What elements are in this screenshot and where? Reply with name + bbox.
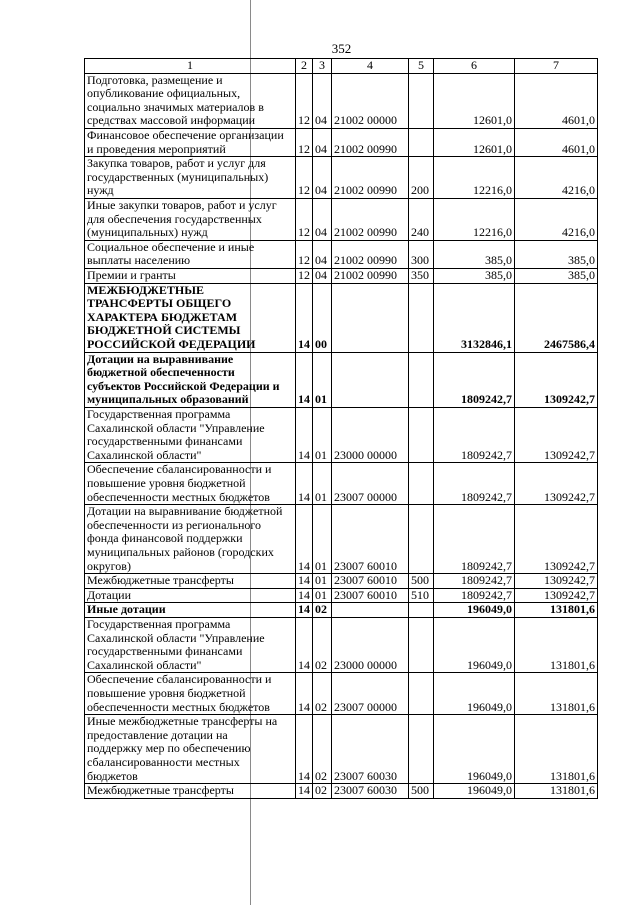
row-name-line: субъектов Российской Федерации и	[87, 378, 280, 393]
row-name-line: Межбюджетные трансферты	[87, 783, 234, 798]
row-name-line: обеспеченности местных бюджетов	[87, 489, 270, 504]
row-name	[85, 283, 296, 352]
row-name	[85, 617, 296, 672]
row-name-line: выплаты населению	[87, 253, 191, 268]
subsection-code: 04	[313, 128, 332, 156]
subsection-code: 01	[313, 588, 332, 603]
section-code: 12	[296, 73, 313, 128]
row-name-line: Сахалинской области"	[87, 657, 202, 672]
subsection-code: 02	[313, 617, 332, 672]
amount-col7: 1309242,7	[515, 407, 598, 462]
expense-type-code	[409, 407, 434, 462]
row-name-line: Иные дотации	[87, 602, 166, 617]
row-name-line: бюджетов	[87, 768, 138, 783]
expense-type-code: 500	[409, 574, 434, 589]
section-code: 12	[296, 240, 313, 268]
row-name-line: (муниципальных) нужд	[87, 225, 208, 240]
table-row	[85, 574, 598, 589]
table-row	[85, 157, 598, 199]
row-name-line: Иные закупки товаров, работ и услуг	[87, 198, 277, 212]
header-row	[85, 59, 598, 74]
section-code: 12	[296, 128, 313, 156]
target-article-code: 23007 60010	[332, 588, 409, 603]
subsection-code: 02	[313, 784, 332, 799]
row-name	[85, 505, 296, 574]
amount-col6: 1809242,7	[434, 574, 515, 589]
table-row	[85, 673, 598, 715]
amount-col6: 1809242,7	[434, 407, 515, 462]
subsection-code: 04	[313, 73, 332, 128]
target-article-code: 21002 00000	[332, 73, 409, 128]
target-article-code: 23007 60010	[332, 574, 409, 589]
expense-type-code	[409, 505, 434, 574]
expense-type-code	[409, 715, 434, 784]
amount-col6: 12601,0	[434, 128, 515, 156]
amount-col7: 385,0	[515, 240, 598, 268]
expense-type-code	[409, 128, 434, 156]
target-article-code: 21002 00990	[332, 198, 409, 240]
row-name-line: Государственная программа	[87, 407, 231, 421]
target-article-code: 23000 00000	[332, 407, 409, 462]
table-row	[85, 784, 598, 799]
subsection-code: 02	[313, 673, 332, 715]
expense-type-code	[409, 283, 434, 352]
row-name-line: поддержку мер по обеспечению	[87, 741, 251, 756]
section-code: 14	[296, 603, 313, 618]
column-header: 6	[434, 59, 515, 74]
expense-type-code: 200	[409, 157, 434, 199]
row-name	[85, 268, 296, 283]
column-header: 7	[515, 59, 598, 74]
amount-col7: 131801,6	[515, 784, 598, 799]
amount-col7: 1309242,7	[515, 463, 598, 505]
target-article-code: 21002 00990	[332, 268, 409, 283]
subsection-code: 01	[313, 574, 332, 589]
row-name-line: Сахалинской области "Управление	[87, 420, 265, 435]
row-name	[85, 574, 296, 589]
subsection-code: 01	[313, 463, 332, 505]
section-code: 14	[296, 715, 313, 784]
row-name-line: нужд	[87, 183, 114, 198]
expense-type-code	[409, 463, 434, 505]
table-row	[85, 617, 598, 672]
row-name	[85, 157, 296, 199]
subsection-code: 02	[313, 715, 332, 784]
target-article-code: 23007 60010	[332, 505, 409, 574]
amount-col6: 1809242,7	[434, 588, 515, 603]
amount-col7: 131801,6	[515, 673, 598, 715]
amount-col6: 1809242,7	[434, 505, 515, 574]
amount-col7: 1309242,7	[515, 505, 598, 574]
row-name-line: МЕЖБЮДЖЕТНЫЕ	[87, 283, 204, 297]
row-name-line: обеспеченности местных бюджетов	[87, 699, 270, 714]
amount-col7: 2467586,4	[515, 283, 598, 352]
row-name-line: государственными финансами	[87, 434, 243, 449]
section-code: 12	[296, 198, 313, 240]
amount-col6: 3132846,1	[434, 283, 515, 352]
section-code: 14	[296, 784, 313, 799]
row-name-line: Дотации на выравнивание бюджетной	[87, 504, 283, 519]
row-name-line: Сахалинской области "Управление	[87, 630, 265, 645]
section-code: 14	[296, 463, 313, 505]
table-row	[85, 73, 598, 128]
subsection-code: 00	[313, 283, 332, 352]
row-name-line: для обеспечения государственных	[87, 211, 262, 226]
target-article-code: 23007 00000	[332, 463, 409, 505]
row-name-line: ТРАНСФЕРТЫ ОБЩЕГО	[87, 296, 232, 311]
table-row	[85, 463, 598, 505]
row-name-line: Обеспечение сбалансированности и	[87, 462, 272, 477]
amount-col6: 196049,0	[434, 603, 515, 618]
section-code: 14	[296, 352, 313, 407]
section-code: 14	[296, 283, 313, 352]
row-name-line: социально значимых материалов в	[87, 99, 264, 114]
table-row	[85, 505, 598, 574]
target-article-code: 23000 00000	[332, 617, 409, 672]
subsection-code: 04	[313, 198, 332, 240]
amount-col7: 4601,0	[515, 128, 598, 156]
column-header: 3	[313, 59, 332, 74]
row-name	[85, 73, 296, 128]
page-number: 352	[331, 41, 352, 56]
row-name-line: муниципальных районов (городских	[87, 544, 274, 559]
row-name-line: Иные межбюджетные трансферты на	[87, 714, 278, 729]
table-row	[85, 715, 598, 784]
row-name-line: сбалансированности местных	[87, 754, 240, 769]
section-code: 12	[296, 157, 313, 199]
row-name	[85, 463, 296, 505]
row-name	[85, 588, 296, 603]
row-name-line: Обеспечение сбалансированности и	[87, 672, 272, 687]
row-name	[85, 715, 296, 784]
table-row	[85, 588, 598, 603]
amount-col6: 12601,0	[434, 73, 515, 128]
row-name-line: Сахалинской области"	[87, 447, 202, 462]
row-name-line: Подготовка, размещение и	[87, 73, 223, 87]
subsection-code: 01	[313, 407, 332, 462]
subsection-code: 01	[313, 352, 332, 407]
table-row	[85, 128, 598, 156]
section-code: 14	[296, 505, 313, 574]
expense-type-code: 240	[409, 198, 434, 240]
amount-col7: 1309242,7	[515, 588, 598, 603]
target-article-code: 23007 60030	[332, 784, 409, 799]
target-article-code: 21002 00990	[332, 157, 409, 199]
amount-col7: 1309242,7	[515, 574, 598, 589]
amount-col7: 131801,6	[515, 617, 598, 672]
amount-col6: 1809242,7	[434, 463, 515, 505]
section-code: 14	[296, 617, 313, 672]
amount-col6: 1809242,7	[434, 352, 515, 407]
section-code: 12	[296, 268, 313, 283]
amount-col6: 385,0	[434, 240, 515, 268]
row-name-line: государственных (муниципальных)	[87, 169, 269, 184]
amount-col6: 12216,0	[434, 157, 515, 199]
row-name-line: ХАРАКТЕРА БЮДЖЕТАМ	[87, 309, 238, 324]
row-name-line: Дотации на выравнивание	[87, 352, 234, 366]
row-name-line: фонда финансовой поддержки	[87, 531, 243, 546]
row-name-line: Государственная программа	[87, 617, 231, 631]
row-name	[85, 784, 296, 799]
row-name-line: муниципальных образований	[87, 392, 249, 407]
table-row	[85, 283, 598, 352]
row-name-line: Дотации	[87, 588, 132, 602]
target-article-code	[332, 603, 409, 618]
amount-col7: 1309242,7	[515, 352, 598, 407]
expense-type-code	[409, 352, 434, 407]
target-article-code: 23007 60030	[332, 715, 409, 784]
amount-col6: 12216,0	[434, 198, 515, 240]
subsection-code: 01	[313, 505, 332, 574]
row-name-line: Межбюджетные трансферты	[87, 573, 234, 588]
row-name-line: и проведения мероприятий	[87, 141, 226, 156]
expense-type-code	[409, 673, 434, 715]
row-name-line: повышение уровня бюджетной	[87, 475, 246, 490]
amount-col7: 4216,0	[515, 157, 598, 199]
amount-col7: 4601,0	[515, 73, 598, 128]
row-name	[85, 673, 296, 715]
row-name-line: округов)	[87, 558, 131, 573]
row-name-line: Закупка товаров, работ и услуг для	[87, 156, 266, 171]
expense-type-code	[409, 617, 434, 672]
row-name	[85, 128, 296, 156]
column-header: 1	[85, 59, 296, 74]
table-row	[85, 603, 598, 618]
row-name-line: повышение уровня бюджетной	[87, 685, 246, 700]
section-code: 14	[296, 673, 313, 715]
amount-col6: 196049,0	[434, 673, 515, 715]
row-name	[85, 240, 296, 268]
row-name-line: опубликование официальных,	[87, 86, 241, 101]
amount-col6: 196049,0	[434, 715, 515, 784]
column-header: 5	[409, 59, 434, 74]
expense-type-code: 510	[409, 588, 434, 603]
section-code: 14	[296, 588, 313, 603]
amount-col7: 385,0	[515, 268, 598, 283]
amount-col7: 131801,6	[515, 715, 598, 784]
target-article-code: 21002 00990	[332, 240, 409, 268]
row-name-line: БЮДЖЕТНОЙ СИСТЕМЫ	[87, 323, 241, 338]
budget-table	[84, 58, 598, 799]
section-code: 14	[296, 407, 313, 462]
subsection-code: 04	[313, 240, 332, 268]
column-header: 2	[296, 59, 313, 74]
amount-col6: 385,0	[434, 268, 515, 283]
section-code: 14	[296, 574, 313, 589]
amount-col6: 196049,0	[434, 617, 515, 672]
table-row	[85, 268, 598, 283]
row-name-line: Финансовое обеспечение организации	[87, 128, 284, 142]
expense-type-code	[409, 603, 434, 618]
target-article-code: 21002 00990	[332, 128, 409, 156]
subsection-code: 04	[313, 157, 332, 199]
row-name-line: РОССИЙСКОЙ ФЕДЕРАЦИИ	[87, 336, 256, 351]
subsection-code: 02	[313, 603, 332, 618]
row-name	[85, 352, 296, 407]
table-row	[85, 407, 598, 462]
target-article-code	[332, 283, 409, 352]
row-name-line: средствах массовой информации	[87, 113, 256, 128]
row-name-line: бюджетной обеспеченности	[87, 365, 235, 380]
row-name	[85, 407, 296, 462]
row-name-line: предоставление дотации на	[87, 727, 228, 742]
table-row	[85, 352, 598, 407]
amount-col7: 4216,0	[515, 198, 598, 240]
subsection-code: 04	[313, 268, 332, 283]
table-row	[85, 198, 598, 240]
column-header: 4	[332, 59, 409, 74]
table-row	[85, 240, 598, 268]
expense-type-code: 350	[409, 268, 434, 283]
amount-col7: 131801,6	[515, 603, 598, 618]
row-name-line: Премии и гранты	[87, 268, 176, 282]
row-name-line: обеспеченности из регионального	[87, 517, 262, 532]
row-name-line: государственными финансами	[87, 644, 243, 659]
expense-type-code	[409, 73, 434, 128]
target-article-code: 23007 00000	[332, 673, 409, 715]
expense-type-code: 300	[409, 240, 434, 268]
target-article-code	[332, 352, 409, 407]
amount-col6: 196049,0	[434, 784, 515, 799]
row-name-line: Социальное обеспечение и иные	[87, 240, 255, 254]
expense-type-code: 500	[409, 784, 434, 799]
row-name	[85, 198, 296, 240]
row-name	[85, 603, 296, 618]
